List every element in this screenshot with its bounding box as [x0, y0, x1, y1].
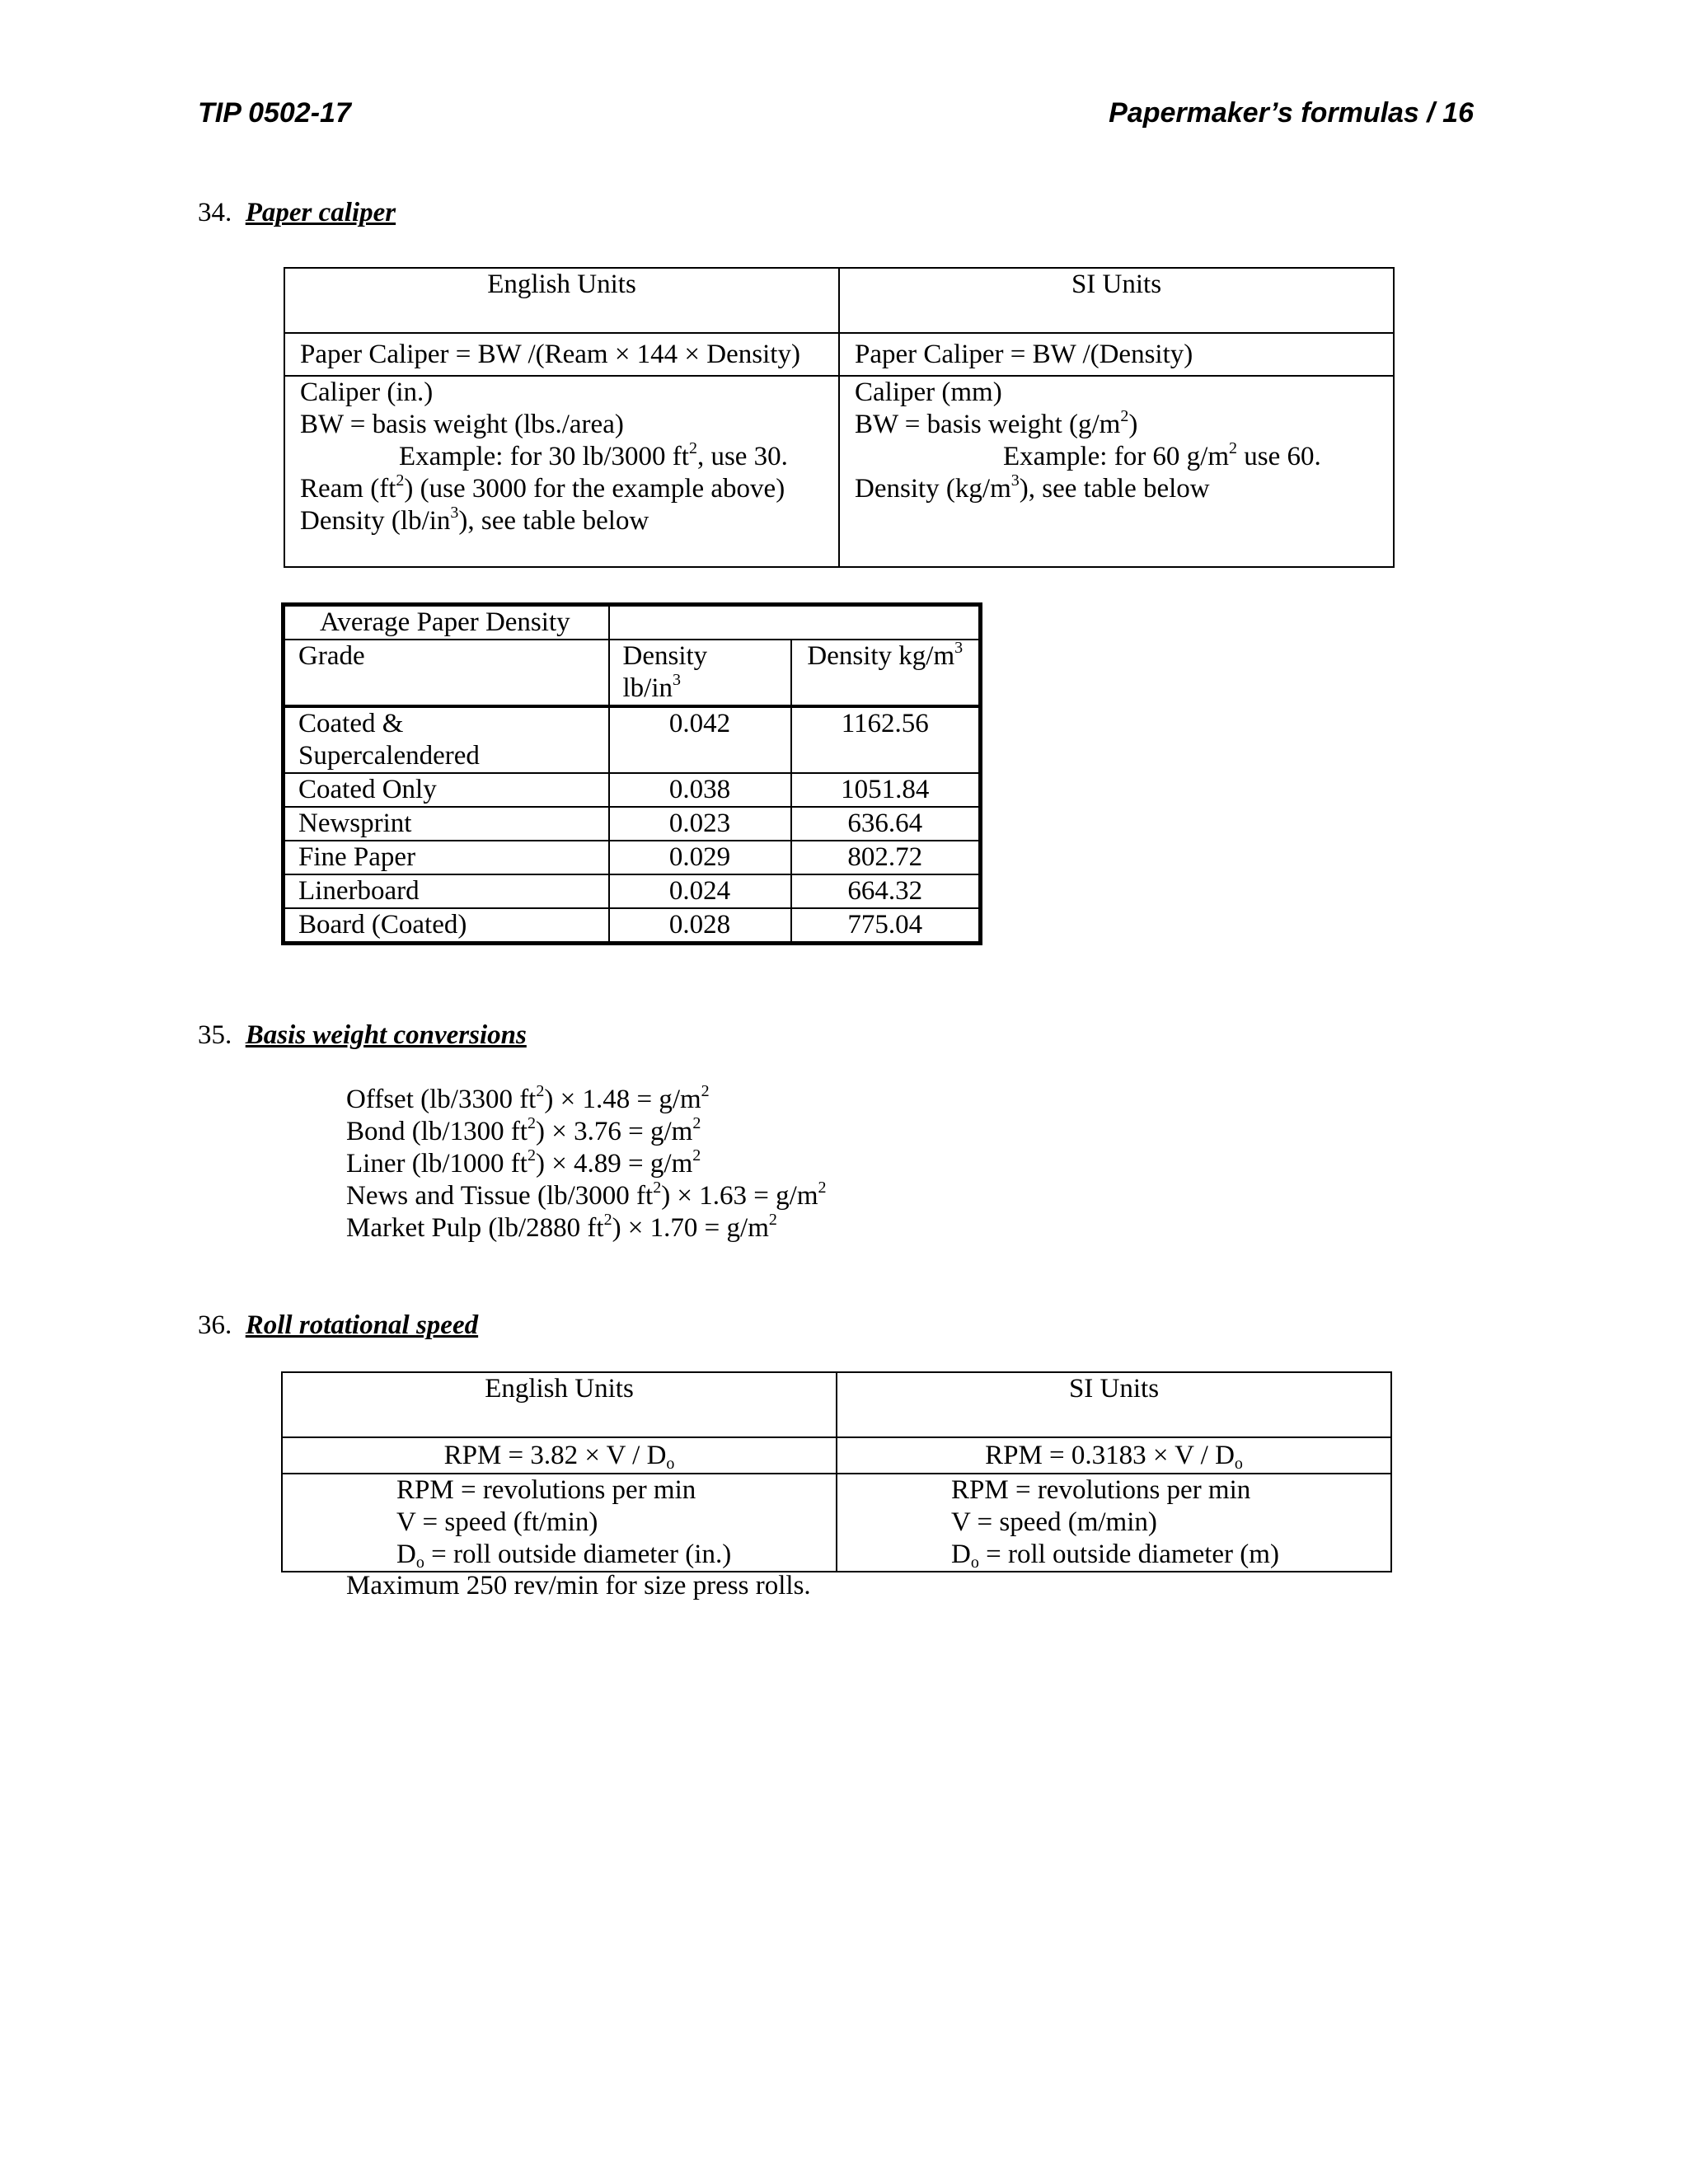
section-number: 36. — [198, 1310, 232, 1340]
grade-cell: Board (Coated) — [284, 908, 609, 944]
def-line: BW = basis weight (lbs./area) — [300, 410, 624, 439]
basis-weight-conversions — [346, 1084, 827, 1244]
section-34-heading — [198, 198, 396, 228]
si-cell: 775.04 — [791, 908, 981, 944]
section-36-heading — [198, 1310, 478, 1341]
section-title: Basis weight conversions — [245, 1020, 527, 1050]
def-line: Density $(lb/in^3)$, see table below — [300, 504, 649, 536]
def-line: Density $(kg/m^3)$, see table below — [855, 471, 1210, 504]
table-row — [284, 874, 981, 908]
english-formula: RPM = $3.82 \times V / D_o$ — [282, 1437, 837, 1474]
col-density-si: Density $kg/m^3$ — [791, 640, 981, 706]
si-cell: 664.32 — [791, 874, 981, 908]
col-grade: Grade — [284, 640, 609, 706]
section-title: Roll rotational speed — [245, 1310, 479, 1340]
table-row — [284, 773, 981, 807]
conversion-line: Bond (lb/1300 $ft^2) \times 3.76 = g/m^2$ — [346, 1114, 701, 1146]
section-35-heading — [198, 1020, 527, 1051]
density-table-title: Average Paper Density — [284, 605, 609, 640]
imperial-cell: 0.023 — [609, 807, 791, 841]
col-density-imperial: Density $lb/in^3$ — [609, 640, 791, 706]
si-cell: 1051.84 — [791, 773, 981, 807]
grade-cell: Coated Only — [284, 773, 609, 807]
def-line: BW = basis weight $(g/m^2)$ — [855, 407, 1138, 439]
def-line: Caliper (in.) — [300, 377, 434, 407]
conversion-line: Market Pulp (lb/2880 $ft^2) \times 1.70 = g/m^2$ — [346, 1211, 777, 1243]
example-line: Example: for 30 lb/3000 $ft^2$, use 30. — [399, 439, 788, 471]
average-paper-density-table — [281, 602, 982, 945]
imperial-cell: 0.038 — [609, 773, 791, 807]
si-definitions: RPM = revolutions per min V = speed (m/min) $D_o$ = roll outside diameter (m) — [837, 1474, 1391, 1572]
si-units-header: SI Units — [839, 268, 1394, 333]
si-formula: Paper Caliper = BW /(Density) — [839, 333, 1394, 376]
si-cell: 636.64 — [791, 807, 981, 841]
imperial-cell: 0.029 — [609, 841, 791, 874]
table-row — [284, 706, 981, 773]
grade-cell: Linerboard — [284, 874, 609, 908]
english-formula: Paper Caliper = BW /(Ream × 144 × Density) — [284, 333, 839, 376]
conversion-line: Liner (lb/1000 $ft^2) \times 4.89 = g/m^2$ — [346, 1146, 701, 1179]
grade-cell: Newsprint — [284, 807, 609, 841]
imperial-cell: 0.028 — [609, 908, 791, 944]
si-formula: RPM = $0.3183 \times V / D_o$ — [837, 1437, 1391, 1474]
english-units-header: English Units — [284, 268, 839, 333]
grade-cell: Fine Paper — [284, 841, 609, 874]
si-cell: 802.72 — [791, 841, 981, 874]
section-title: Paper caliper — [245, 198, 396, 227]
english-definitions: RPM = revolutions per min V = speed (ft/min) $D_o$ = roll outside diameter (in.) — [282, 1474, 837, 1572]
si-cell: 1162.56 — [791, 706, 981, 773]
si-units-header: SI Units — [837, 1372, 1391, 1437]
conversion-line: News and Tissue (lb/3000 $ft^2) \times 1.63 = g/m^2$ — [346, 1179, 827, 1211]
table-row — [284, 908, 981, 944]
english-definitions — [284, 376, 839, 567]
section-number: 34. — [198, 198, 232, 227]
conversion-line: Offset (lb/3300 $ft^2) \times 1.48 = g/m^2$ — [346, 1082, 710, 1114]
roll-speed-table — [281, 1371, 1392, 1572]
si-definitions — [839, 376, 1394, 567]
example-line: Example: for 60 $g/m^2$ use 60. — [1003, 439, 1321, 471]
imperial-cell: 0.024 — [609, 874, 791, 908]
roll-speed-note: Maximum 250 rev/min for size press rolls. — [346, 1571, 811, 1601]
def-line: Ream $(ft^2)$ (use 3000 for the example above) — [300, 471, 785, 504]
header-doc-id: TIP 0502-17 — [198, 97, 351, 129]
section-number: 35. — [198, 1020, 232, 1050]
english-units-header: English Units — [282, 1372, 837, 1437]
def-line: Caliper (mm) — [855, 377, 1002, 407]
paper-caliper-table — [284, 267, 1395, 568]
table-row — [284, 841, 981, 874]
imperial-cell: 0.042 — [609, 706, 791, 773]
grade-cell: Coated & Supercalendered — [284, 706, 609, 773]
table-row — [284, 807, 981, 841]
header-page-title: Papermaker’s formulas / 16 — [1109, 97, 1474, 129]
